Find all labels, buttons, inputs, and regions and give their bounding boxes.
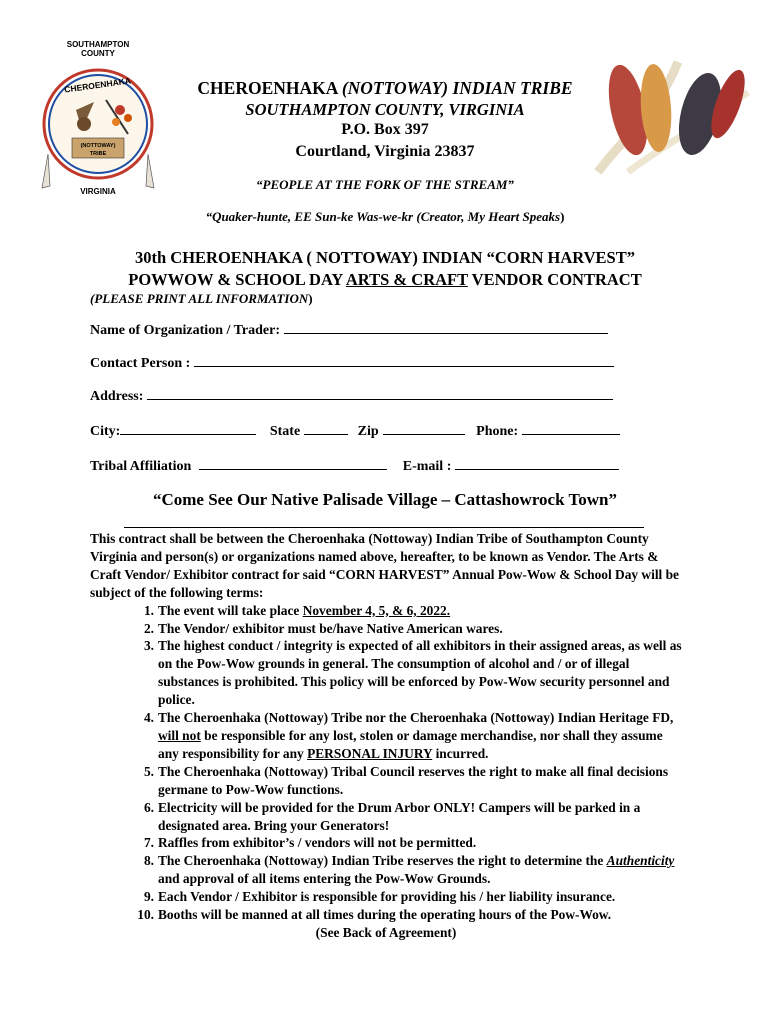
seal-ring-text: CHEROENHAKA [63,75,132,95]
org-input[interactable] [284,320,608,334]
tribal-affiliation-label: Tribal Affiliation [90,459,192,474]
term-item: 4. The Cheroenhaka (Nottoway) Tribe nor the Cheroenhaka (Nottoway) Indian Heritage FD, will not be responsible for any lost, stolen or damage merchandise, nor shall they assume any responsibility for any PERSONAL INJURY incurred. [143,710,674,761]
contract-title-line2: POWWOW & SCHOOL DAY ARTS & CRAFT VENDOR CONTRACT [128,270,642,289]
term-item: 1. The event will take place November 4, 5, & 6, 2022. [143,602,451,618]
term-item: 7. Raffles from exhibitor’s / vendors will not be permitted. [143,835,477,851]
org-field-row [90,320,608,338]
see-back-note: (See Back of Agreement) [315,924,457,940]
zip-label: Zip [357,424,379,439]
org-label: Name of Organization / Trader: [90,323,281,338]
contract-title-line1: 30th CHEROENHAKA ( NOTTOWAY) INDIAN “CORN HARVEST” [135,248,635,267]
city-state-zip-phone-row [90,421,620,439]
county-line: SOUTHAMPTON COUNTY, VIRGINIA [245,100,525,119]
phone-label: Phone: [476,424,519,439]
divider [124,527,644,528]
zip-input[interactable] [383,421,465,435]
tribe-quote: “Quaker-hunte, EE Sun-ke Was-we-kr (Creator, My Heart Speaks) [205,209,565,224]
intro-paragraph: This contract shall be between the Cheroenhaka (Nottoway) Indian Tribe of Southampton County Virginia and person(s) or organizations named above, hereafter, to be known as Vendor. The Arts & Craft Vendor/ Exhibitor contract for said “CORN HARVEST” Annual Pow-Wow & School Day will be subject of the following terms: [90,531,680,600]
contract-body [90,530,682,942]
tribe-motto: “PEOPLE AT THE FORK OF THE STREAM” [256,177,514,192]
tribal-email-row [90,456,619,474]
state-label: State [269,424,301,439]
phone-input[interactable] [522,421,620,435]
seal-top-text-2: COUNTY [81,49,115,58]
po-box: P.O. Box 397 [341,121,429,138]
term-item: 2. The Vendor/ exhibitor must be/have Native American wares. [143,620,503,636]
term-item: 8. The Cheroenhaka (Nottoway) Indian Tribe reserves the right to determine the Authenticity and approval of all items entering the Pow-Wow Grounds. [143,853,675,887]
city-state-zip: Courtland, Virginia 23837 [295,143,475,160]
city-input[interactable] [120,421,256,435]
seal-band-text: (NOTTOWAY) [80,143,116,149]
state-input[interactable] [304,421,348,435]
contact-label: Contact Person : [90,356,191,371]
terms-list [90,602,682,924]
address-field-row [90,386,613,404]
village-slogan: “Come See Our Native Palisade Village – Cattashowrock Town” [152,490,618,509]
address-input[interactable] [147,386,613,400]
address-label: Address: [90,389,144,404]
tribe-name-heading: CHEROENHAKA (NOTTOWAY) INDIAN TRIBE [197,78,573,98]
term-item: 10. Booths will be manned at all times during the operating hours of the Pow-Wow. [137,907,612,923]
term-item: 6. Electricity will be provided for the Drum Arbor ONLY! Campers will be parked in a designated area. Bring your Generators! [143,799,641,833]
email-input[interactable] [455,456,619,470]
term-item: 9. Each Vendor / Exhibitor is responsible for providing his / her liability insurance. [143,889,616,905]
print-note: (PLEASE PRINT ALL INFORMATION) [90,291,313,306]
tribal-affiliation-input[interactable] [199,456,387,470]
term-item: 5. The Cheroenhaka (Nottoway) Tribal Council reserves the right to make all final decisions germane to Pow-Wow functions. [143,763,669,797]
city-label: City: [90,424,121,439]
term-item: 3. The highest conduct / integrity is expected of all exhibitors in their assigned areas, as well as on the Pow-Wow grounds in general. The consumption of alcohol and / or of illegal substances is prohibited. This policy will be enforced by Pow-Wow security personnel and police. [143,638,682,708]
seal-top-text: SOUTHAMPTON [66,40,130,49]
contact-input[interactable] [194,353,614,367]
email-label: E-mail : [402,459,452,474]
contact-field-row [90,353,614,371]
seal-band-text-2: TRIBE [89,151,107,157]
seal-bottom-text: VIRGINIA [80,187,116,196]
